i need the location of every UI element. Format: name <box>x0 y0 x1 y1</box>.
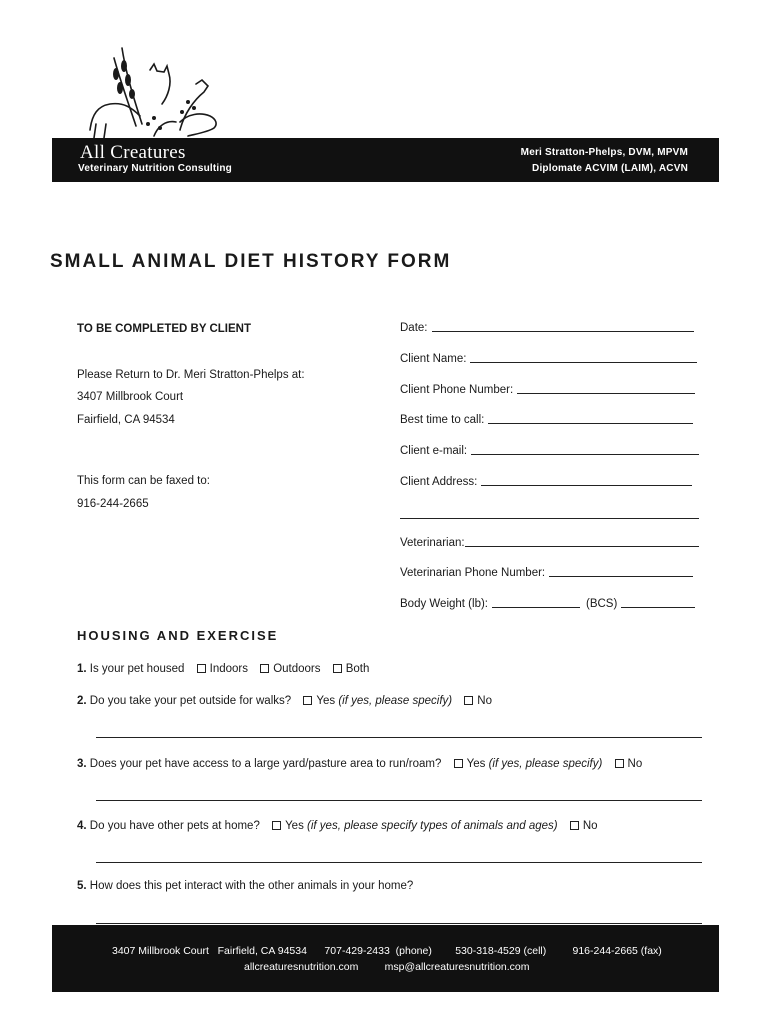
both-label: Both <box>345 663 370 675</box>
q4-yes-label: Yes <box>285 820 304 832</box>
body-weight-label: Body Weight (lb): <box>400 598 488 610</box>
client-address-line-2[interactable] <box>400 518 699 519</box>
q4-no-label: No <box>582 820 598 832</box>
bcs-label: (BCS) <box>586 598 618 610</box>
q4-specify-note: (if yes, please specify types of animals and ages) <box>307 820 558 832</box>
bcs-line[interactable] <box>621 606 695 608</box>
q2-no-checkbox[interactable] <box>464 696 473 705</box>
vet-phone-field[interactable] <box>400 567 693 579</box>
q3-specify-note: (if yes, please specify) <box>488 758 603 770</box>
veterinarian-label: Veterinarian: <box>400 537 465 549</box>
client-name-label: Client Name: <box>400 353 467 365</box>
q4-text: Do you have other pets at home? <box>89 820 260 832</box>
question-5 <box>77 880 413 892</box>
q4-number: 4. <box>77 820 87 832</box>
return-label: Please Return to Dr. Meri Stratton-Phelps at: <box>77 369 305 381</box>
q3-no-checkbox[interactable] <box>615 759 624 768</box>
body-weight-line[interactable] <box>492 606 580 608</box>
client-email-field[interactable] <box>400 445 699 457</box>
return-address-line1: 3407 Millbrook Court <box>77 391 184 403</box>
q3-yes-label: Yes <box>466 758 486 770</box>
fax-number: 916-244-2665 <box>77 498 149 510</box>
date-field[interactable] <box>400 322 694 334</box>
q3-no-label: No <box>627 758 643 770</box>
vet-phone-label: Veterinarian Phone Number: <box>400 567 546 579</box>
question-1 <box>77 663 369 675</box>
both-checkbox[interactable] <box>333 664 342 673</box>
indoors-label: Indoors <box>209 663 248 675</box>
q2-yes-checkbox[interactable] <box>303 696 312 705</box>
footer-banner <box>52 925 719 992</box>
fax-label: This form can be faxed to: <box>77 475 210 487</box>
q2-text: Do you take your pet outside for walks? <box>89 695 292 707</box>
best-time-line[interactable] <box>488 422 693 424</box>
brand-subtitle: Veterinary Nutrition Consulting <box>78 163 232 174</box>
q5-answer-line[interactable] <box>96 923 702 924</box>
q2-answer-line[interactable] <box>96 737 702 738</box>
question-3 <box>77 758 642 770</box>
credential-line-2: Diplomate ACVIM (LAIM), ACVN <box>532 163 688 174</box>
client-phone-label: Client Phone Number: <box>400 384 514 396</box>
q1-number: 1. <box>77 663 87 675</box>
q4-answer-line[interactable] <box>96 862 702 863</box>
indoors-checkbox[interactable] <box>197 664 206 673</box>
body-weight-field[interactable] <box>400 598 695 610</box>
q2-number: 2. <box>77 695 87 707</box>
client-phone-field[interactable] <box>400 384 695 396</box>
header-banner <box>52 138 719 182</box>
footer-web-line: allcreaturesnutrition.com msp@allcreaturesnutrition.com <box>244 961 530 973</box>
q2-specify-note: (if yes, please specify) <box>338 695 453 707</box>
veterinarian-line[interactable] <box>465 545 699 547</box>
outdoors-label: Outdoors <box>273 663 321 675</box>
return-address-line2: Fairfield, CA 94534 <box>77 414 175 426</box>
client-name-field[interactable] <box>400 353 697 365</box>
client-email-label: Client e-mail: <box>400 445 468 457</box>
form-title: SMALL ANIMAL DIET HISTORY FORM <box>50 251 452 272</box>
client-section-heading: TO BE COMPLETED BY CLIENT <box>77 323 252 335</box>
date-line[interactable] <box>432 330 694 332</box>
q3-yes-checkbox[interactable] <box>454 759 463 768</box>
q2-no-label: No <box>477 695 492 707</box>
q5-text: How does this pet interact with the other animals in your home? <box>89 880 414 892</box>
question-4 <box>77 820 598 832</box>
q4-no-checkbox[interactable] <box>570 821 579 830</box>
q5-number: 5. <box>77 880 87 892</box>
outdoors-checkbox[interactable] <box>260 664 269 673</box>
date-label: Date: <box>400 322 428 334</box>
q2-yes-label: Yes <box>316 695 336 707</box>
q3-answer-line[interactable] <box>96 800 702 801</box>
q3-number: 3. <box>77 758 87 770</box>
q4-yes-checkbox[interactable] <box>272 821 281 830</box>
animals-and-grain-logo-icon <box>84 44 224 140</box>
question-2 <box>77 695 492 707</box>
client-phone-line[interactable] <box>517 392 695 394</box>
q3-text: Does your pet have access to a large yard/pasture area to run/roam? <box>89 758 442 770</box>
client-name-line[interactable] <box>470 361 697 363</box>
client-address-field[interactable] <box>400 476 692 488</box>
credential-line-1: Meri Stratton-Phelps, DVM, MPVM <box>520 147 688 158</box>
veterinarian-field[interactable] <box>400 537 699 549</box>
housing-heading: HOUSING AND EXERCISE <box>77 628 279 643</box>
client-address-label: Client Address: <box>400 476 478 488</box>
client-email-line[interactable] <box>471 453 699 455</box>
client-address-line[interactable] <box>481 484 692 486</box>
q1-text: Is your pet housed <box>89 663 185 675</box>
best-time-label: Best time to call: <box>400 414 485 426</box>
footer-contact-line: 3407 Millbrook Court Fairfield, CA 94534 707-429-2433 (phone) 530-318-4529 (cell) 916-244-2665 (fax) <box>112 945 662 957</box>
best-time-field[interactable] <box>400 414 693 426</box>
brand-name: All Creatures <box>80 142 186 163</box>
vet-phone-line[interactable] <box>549 575 693 577</box>
